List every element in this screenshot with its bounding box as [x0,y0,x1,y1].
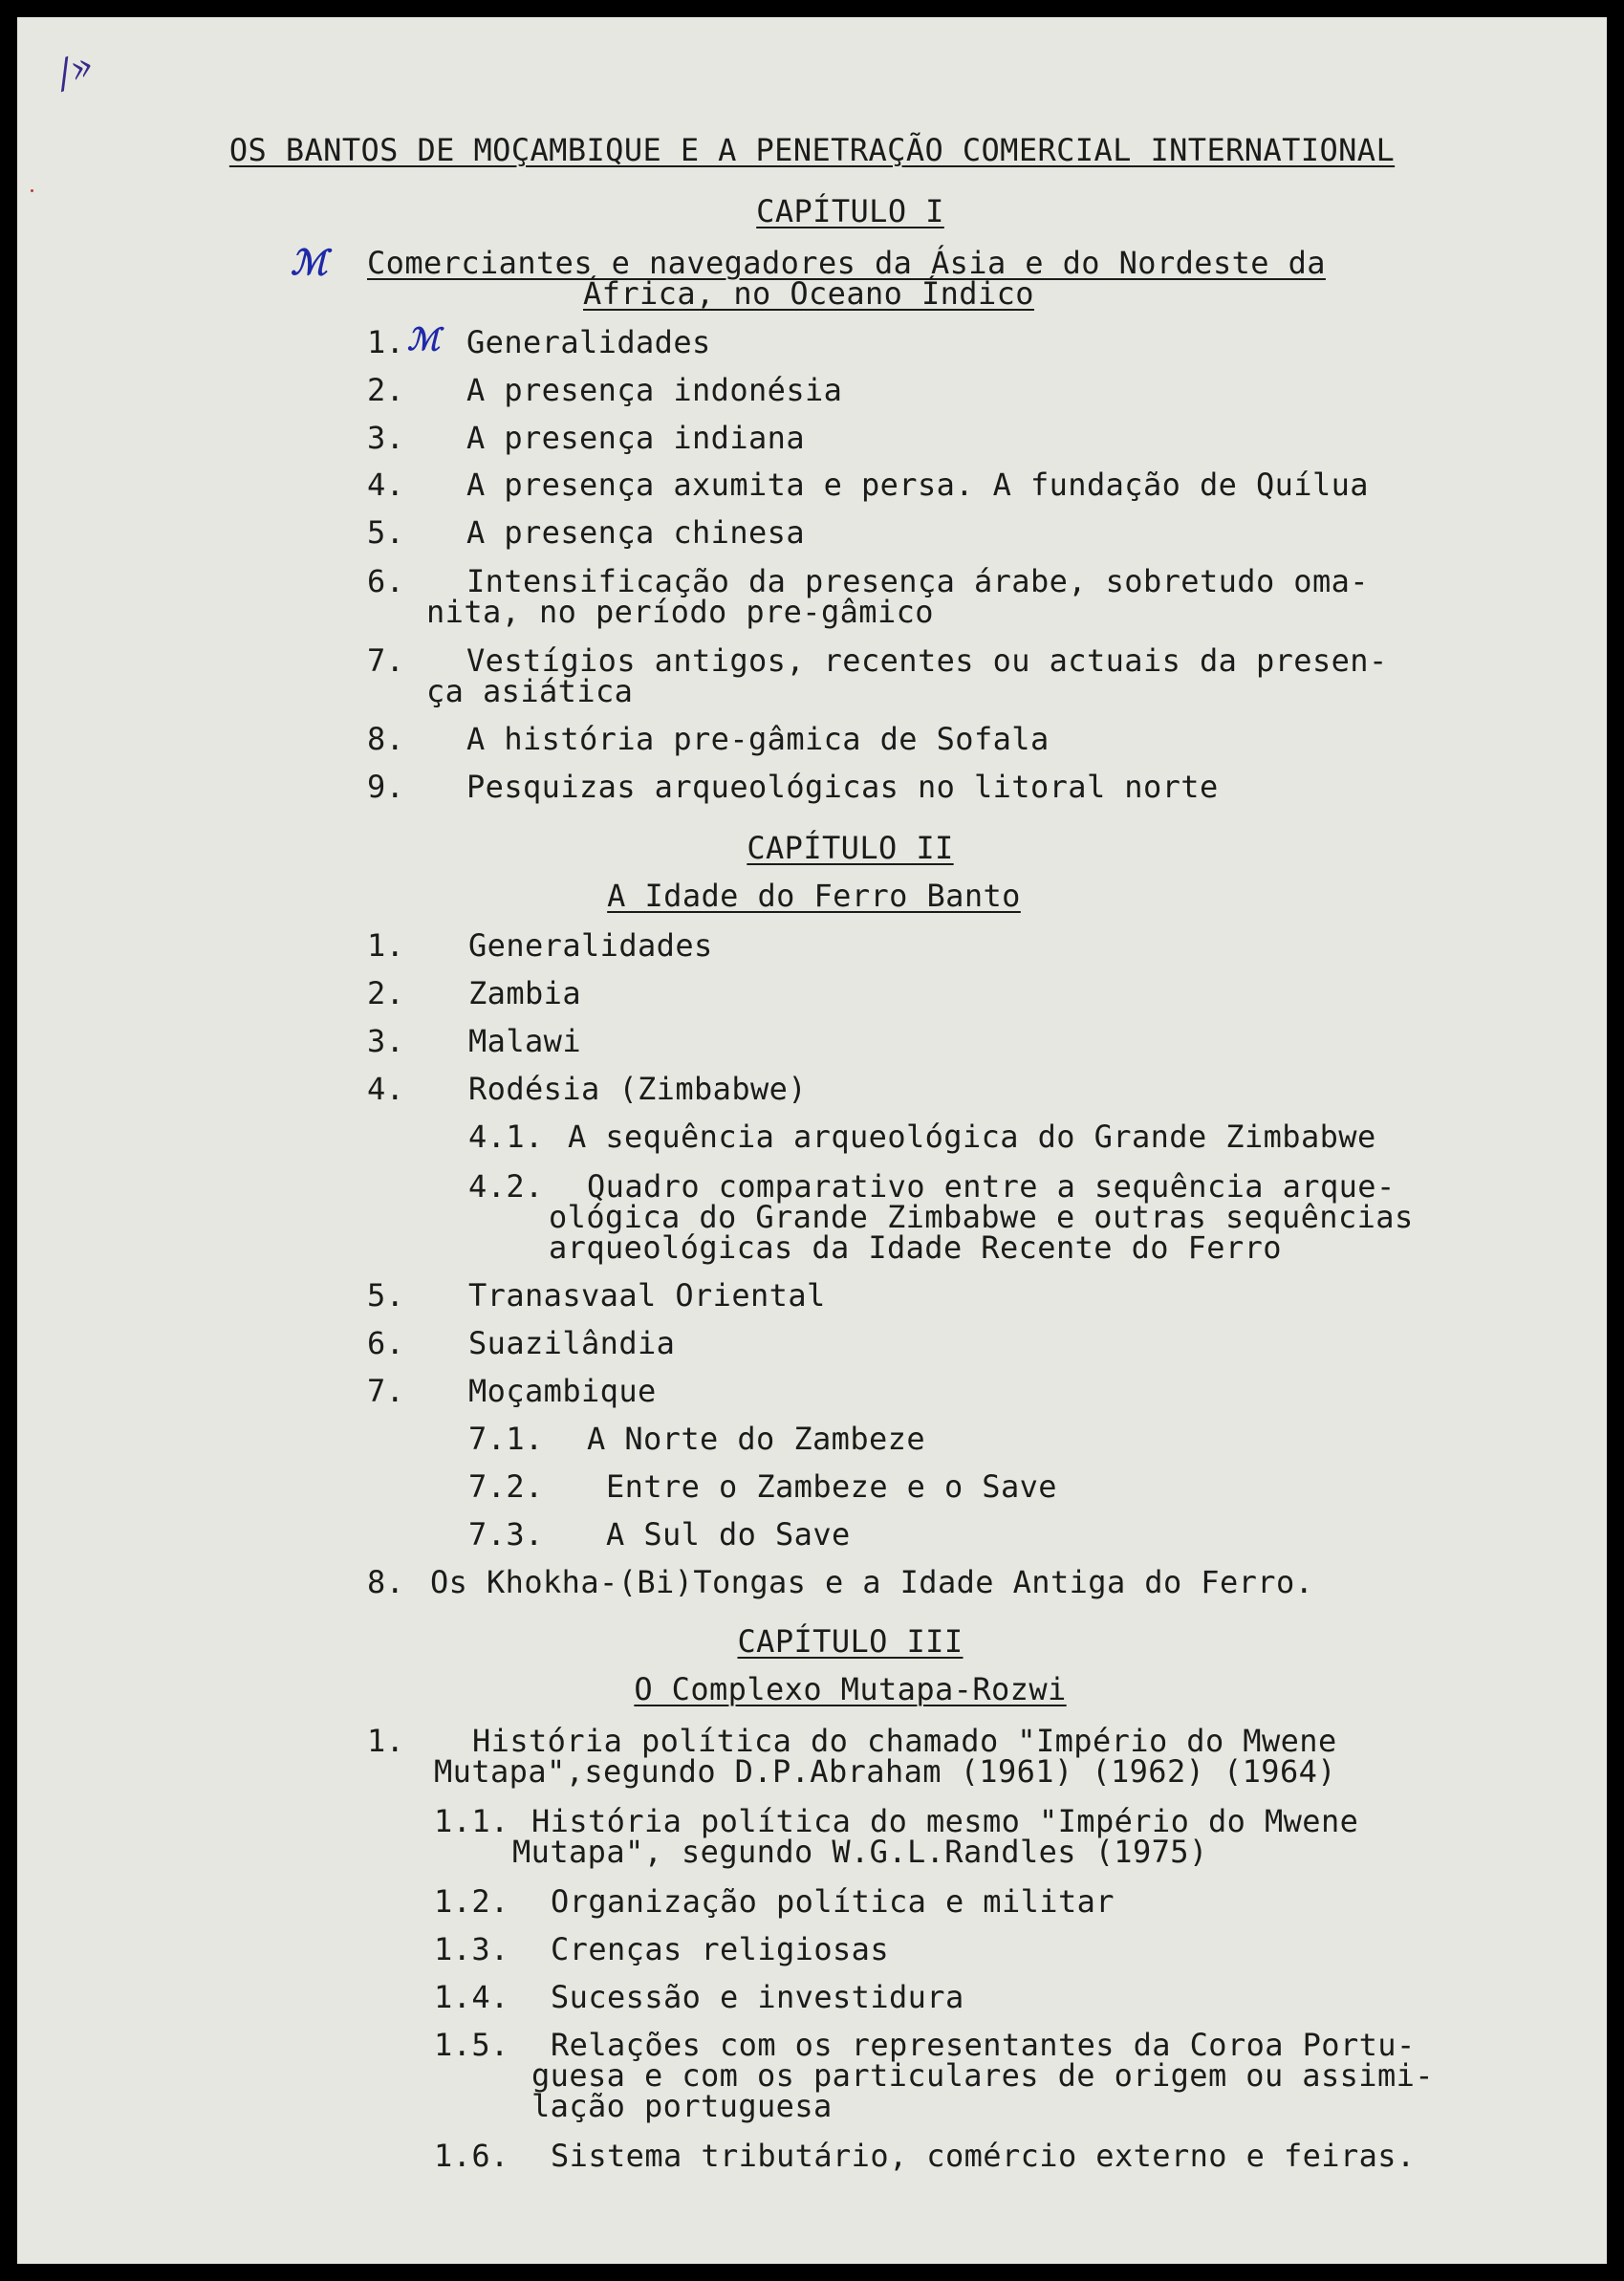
document-page [17,17,1607,2264]
chapter-3-subtitle: O Complexo Mutapa-Rozwi [634,1671,1067,1707]
ch1-item-7-text-cont: ça asiática [426,673,634,709]
ch1-item-4-text: A presença axumita e persa. A fundação de Quílua [466,467,1369,503]
ch1-item-6-text-cont: nita, no período pre-gâmico [426,594,934,630]
ch2-item-7-3-text: A Sul do Save [606,1516,851,1553]
ch3-item-1-3-num: 1.3. [434,1931,509,1967]
ch3-item-1-4-num: 1.4. [434,1979,509,2015]
ch2-item-7-num: 7. [367,1373,405,1409]
chapter-1-annotation: ℳ [291,243,328,283]
ch3-item-1-2-num: 1.2. [434,1883,509,1920]
chapter-1-subtitle-line-1: Comerciantes e navegadores da Ásia e do Nordeste da [367,245,1326,281]
document-title: OS BANTOS DE MOÇAMBIQUE E A PENETRAÇÃO COMERCIAL INTERNATIONAL [228,132,1396,168]
ch3-item-1-5-num: 1.5. [434,2027,509,2063]
ch3-item-1-1-num: 1.1. [434,1803,509,1839]
ch2-item-4-2-text: Quadro comparativo entre a sequência arque- [587,1168,1396,1205]
ch3-item-1-5-text: Relações com os representantes da Coroa Portu- [551,2027,1416,2063]
ch3-item-1-text-cont: Mutapa",segundo D.P.Abraham (1961) (1962) (1964) [434,1753,1336,1790]
ch2-item-3-text: Malawi [468,1023,581,1059]
ch1-item-3-text: A presença indiana [466,420,805,456]
ch2-item-4-num: 4. [367,1071,405,1107]
ch1-item-7-num: 7. [367,642,405,679]
ch2-item-6-text: Suazilândia [468,1325,676,1361]
ch3-item-1-text: História política do chamado "Império do Mwene [472,1723,1337,1759]
ch1-item-7-text: Vestígios antigos, recentes ou actuais da presen- [466,642,1388,679]
ch2-item-7-text: Moçambique [468,1373,657,1409]
ch2-item-8-num: 8. [367,1564,405,1600]
ch1-item-1-text: Generalidades [466,324,711,360]
ch2-item-1-text: Generalidades [468,927,713,964]
ch1-item-5-text: A presença chinesa [466,514,805,551]
ch3-item-1-4-text: Sucessão e investidura [551,1979,964,2015]
ch1-item-9-num: 9. [367,769,405,805]
ch1-item-8-text: A história pre-gâmica de Sofala [466,721,1050,757]
ch2-item-5-num: 5. [367,1277,405,1314]
ch3-item-1-5-text-cont2: lação portuguesa [531,2088,833,2124]
ch1-item-1-num: 1. [367,324,405,360]
ch2-item-7-1-num: 7.1. [468,1421,544,1457]
ch1-item-8-num: 8. [367,721,405,757]
ch3-item-1-6-num: 1.6. [434,2138,509,2174]
ch2-item-7-2-num: 7.2. [468,1468,544,1505]
ch2-item-7-3-num: 7.3. [468,1516,544,1553]
ch3-item-1-5-text-cont: guesa e com os particulares de origem ou assimi- [531,2057,1434,2094]
ch2-item-4-text: Rodésia (Zimbabwe) [468,1071,807,1107]
chapter-1-heading: CAPÍTULO I [756,193,944,229]
ch1-item-5-num: 5. [367,514,405,551]
ch1-item-2-text: A presença indonésia [466,372,843,408]
ch1-item-6-num: 6. [367,563,405,599]
ch3-item-1-6-text: Sistema tributário, comércio externo e feiras. [551,2138,1416,2174]
ch3-item-1-1-text: História política do mesmo "Império do Mwene [531,1803,1359,1839]
ch1-item-1-annotation: ℳ [407,321,441,358]
ch2-item-7-2-text: Entre o Zambeze e o Save [606,1468,1057,1505]
ch2-item-6-num: 6. [367,1325,405,1361]
ch1-item-4-num: 4. [367,467,405,503]
ch3-item-1-num: 1. [367,1723,405,1759]
ch2-item-7-1-text: A Norte do Zambeze [587,1421,925,1457]
ch2-item-4-2-text-cont2: arqueológicas da Idade Recente do Ferro [549,1229,1282,1266]
ch2-item-3-num: 3. [367,1023,405,1059]
ch1-item-3-num: 3. [367,420,405,456]
ch3-item-1-3-text: Crenças religiosas [551,1931,889,1967]
chapter-3-heading: CAPÍTULO III [737,1623,964,1660]
ch2-item-2-text: Zambia [468,975,581,1011]
ch2-item-4-1-text: A sequência arqueológica do Grande Zimbabwe [568,1119,1376,1155]
margin-scribble: /» [51,42,100,98]
ch1-item-9-text: Pesquizas arqueológicas no litoral norte [466,769,1219,805]
ch3-item-1-2-text: Organização política e militar [551,1883,1115,1920]
margin-mark [31,189,33,192]
ch3-item-1-1-text-cont: Mutapa", segundo W.G.L.Randles (1975) [512,1834,1208,1870]
ch1-item-2-num: 2. [367,372,405,408]
ch2-item-1-num: 1. [367,927,405,964]
ch2-item-4-1-num: 4.1. [468,1119,544,1155]
ch2-item-8-text: Os Khokha-(Bi)Tongas e a Idade Antiga do Ferro. [430,1564,1314,1600]
chapter-2-subtitle: A Idade do Ferro Banto [607,878,1021,914]
chapter-1-subtitle-line-2: África, no Oceano Índico [583,275,1034,312]
ch1-item-6-text: Intensificação da presença árabe, sobretudo oma- [466,563,1369,599]
chapter-2-heading: CAPÍTULO II [747,830,954,866]
ch2-item-4-2-num: 4.2. [468,1168,544,1205]
ch2-item-2-num: 2. [367,975,405,1011]
ch2-item-4-2-text-cont: ológica do Grande Zimbabwe e outras sequências [549,1199,1414,1235]
ch2-item-5-text: Tranasvaal Oriental [468,1277,826,1314]
